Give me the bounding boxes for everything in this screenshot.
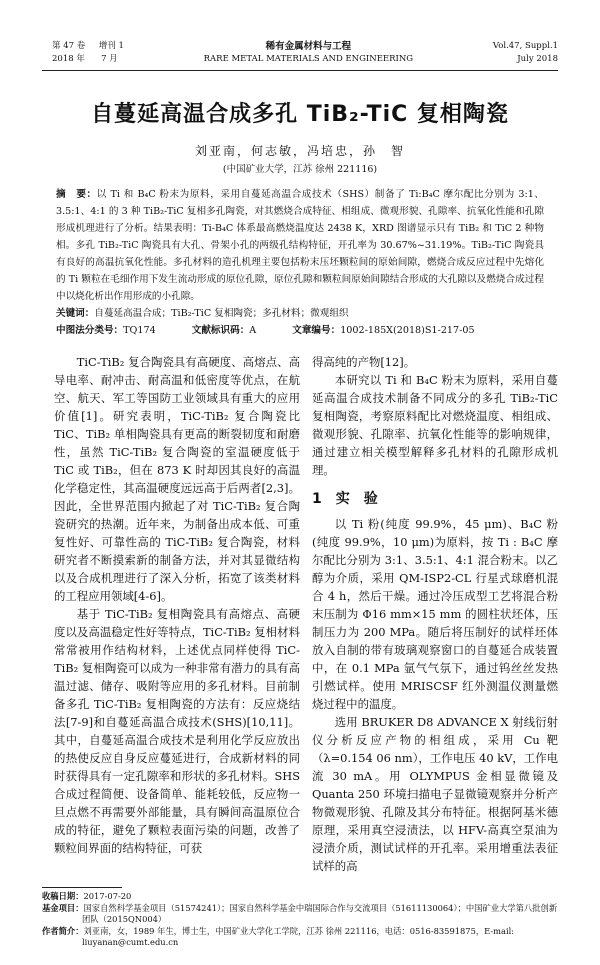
doc-code-value: A [249,325,257,336]
abstract-text: 以 Ti 和 B₄C 粉末为原料，采用自蔓延高温合成技术（SHS）制备了 Ti:B₄C 摩尔配比分别为 3:1、3.5:1、4:1 的 3 种 TiB₂-TiC 复相多孔陶瓷，对其燃烧合成特征、相组成、微观形貌、孔隙率、抗氧化性能和孔隙形成机理进行了分析。结果表明：Ti-B₄C 体系最高燃烧温度达 2438 K，XRD 图谱显示只有 TiB₂ 和 TiC 2 种物相。多孔 TiB₂-TiC 陶瓷具有大孔、骨架小孔的两级孔结构特征，开孔率为 30.67%~31.19%。TiB₂-TiC 陶瓷具有良好的高温抗氧化性能。多孔材料的造孔机理主要包括粉末压坯颗粒间的原始间隙，燃烧合成反应过程中先熔化的 Ti 颗粒在毛细作用下发生流动形成的原位孔隙，原位孔隙和颗粒间原始间隙结合形成的大孔隙以及燃烧合成过程中以烧化析出作用形成的小孔隙。 [56,189,545,302]
authors: 刘亚南，何志敏，冯培忠，孙 智 [194,144,405,158]
header-right [493,40,558,66]
fund-label: 基金项目： [42,902,84,913]
header-rule [42,70,558,71]
body-columns [54,353,558,875]
section-number: 1 [312,491,322,507]
body-paragraph: 选用 BRUKER D8 ADVANCE X 射线衍射仪分析反应产物的相组成，采用 Cu 靶（λ=0.154 06 nm），工作电压 40 kV，工作电流 30 mA。用 OLYMPUS 金相显微镜及 Quanta 250 环境扫描电子显微镜观察并分析产物微观形貌、孔隙及其分布特征。根据阿基米德原理，采用真空浸渍法，以 HFV-高真空泵油为浸渍介质，测试试样的开孔率。采用增重法表征试样的高 [312,715,558,873]
section-title: 实 验 [335,491,378,507]
footnote-rule [42,887,122,888]
month-cn: 7 月 [101,54,118,64]
body-paragraph-continuation: 得高纯的产物[12]。 [312,355,416,369]
author-bio-value: 刘亚南，女，1989 年生，博士生，中国矿业大学化工学院，江苏 徐州 221116，电话：0516-83591875，E-mail: liuyanan@cumt.edu.cn [82,925,515,947]
clc-label: 中图法分类号： [56,325,124,336]
header-left [52,40,124,66]
volume-en: Vol.47, Suppl.1 [492,41,558,51]
keywords-text: 自蔓延高温合成；TiB₂-TiC 复相陶瓷；多孔材料；微观组织 [94,308,349,319]
volume-cn: 第 47 卷 [52,41,86,51]
abstract-label: 摘 要： [56,189,97,200]
keywords-label: 关键词： [56,308,95,319]
body-paragraph: 基于 TiC-TiB₂ 复相陶瓷具有高熔点、高硬度以及高温稳定性好等特点，TiC-TiB₂ 复相材料常常被用作结构材料，上述优点同样使得 TiC-TiB₂ 复相陶瓷可以成为一种非常有潜力的具有高温过滤、储存、吸附等应用的多孔材料。目前制备多孔 TiC-TiB₂ 复相陶瓷的方法有：反应烧结法[7-9]和自蔓延高温合成技术(SHS)[10,11]。其中，自蔓延高温合成技术是利用化学反应放出的热使反应自身反应蔓延进行，合成新材料的同时获得具有一定孔隙率和形状的多孔材料。SHS 合成过程简便、设备简单、能耗较低，反应物一旦点燃不再需要外部能量，具有瞬间高温原位合成的特征，避免了颗粒表面污染的问题，改善了颗粒间界面的结构特征，可获 [54,607,300,855]
body-paragraph: 以 Ti 粉(纯度 99.9%，45 μm)、B₄C 粉(纯度 99.9%，10 μm)为原料，按 Ti : B₄C 摩尔配比分别为 3:1、3.5:1、4:1 混合粉末。以乙醇为介质，采用 QM-ISP2-CL 行星式球磨机混合 4 h，然后干燥。通过冷压成型工艺将混合粉末压制为 Φ16 mm×15 mm 的圆柱状坯体，压制压力为 200 MPa。随后将压制好的试样坯体放入自制的带有玻璃观察窗口的自蔓延合成装置中，在 0.1 MPa 氩气气氛下，通过钨丝丝发热引燃试样。使用 MRISCSF 红外测温仪测量燃烧过程中的温度。 [312,517,558,711]
received-date [42,891,558,903]
paper-title: 自蔓延高温合成多孔 TiB₂-TiC 复相陶瓷 [91,102,509,127]
affiliation: (中国矿业大学，江苏 徐州 221116) [222,164,378,175]
classification-line [56,322,544,339]
body-paragraph: TiC-TiB₂ 复合陶瓷具有高硬度、高熔点、高导电率、耐冲击、耐高温和低密度等优点，在航空、航天、军工等国防工业领域具有重大的应用价值[1]。研究表明，TiC-TiB₂ 复合陶瓷比 TiC、TiB₂ 单相陶瓷具有更高的断裂韧度和耐磨性，虽然 TiC-TiB₂ 复合陶瓷的室温硬度低于 TiC 或 TiB₂，但在 873 K 时却因其良好的高温化学稳定性，其高温硬度远远高于后两者[2,3]。因此，全世界范围内掀起了对 TiC-TiB₂ 复合陶瓷研究的热潮。近年来，为制备出成本低、可重复性好、可靠性高的 TiC-TiB₂ 复合陶瓷，材料研究者不断摸索新的制备方法，并对其显微结构以及合成机理进行了深入分析，拓宽了该类材料的工程应用领域[4-6]。 [54,355,300,603]
fund-value: 国家自然科学基金项目（51574241）；国家自然科学基金中瑞国际合作与交流项目（51611130064）；中国矿业大学第八批创新团队（2015QN004） [82,902,558,924]
article-no-value: 1002-185X(2018)S1-217-05 [340,325,475,336]
article-no-label: 文章编号： [292,325,341,336]
year-cn: 2018 年 [52,54,85,64]
journal-name-cn: 稀有金属材料与工程 [265,41,352,52]
footnote [42,891,558,949]
doc-code-label: 文献标识码： [191,325,250,336]
clc-value: TQ174 [123,325,156,336]
received-label: 收稿日期： [42,891,84,901]
journal-name-en: RARE METAL MATERIALS AND ENGINEERING [203,54,414,64]
issue-cn: 增刊 1 [98,41,124,51]
body-left-column [54,353,300,875]
author-bio [42,926,558,949]
running-header [42,40,558,70]
fund-info [42,903,558,926]
abstract [56,186,544,339]
date-en: July 2018 [517,54,558,64]
keywords [56,305,544,322]
body-paragraph: 本研究以 Ti 和 B₄C 粉末为原料，采用自蔓延高温合成技术制备不同成分的多孔 TiB₂-TiC 复相陶瓷，考察原料配比对燃烧温度、相组成、微观形貌、孔隙率、抗氧化性能等的影响规律，通过建立相关模型解释多孔材料的孔隙形成机理。 [312,373,558,477]
body-right-column [312,353,558,875]
received-value: 2017-07-20 [83,891,132,901]
header-center [124,40,493,66]
section-heading [312,489,558,509]
author-bio-label: 作者简介： [42,925,84,936]
